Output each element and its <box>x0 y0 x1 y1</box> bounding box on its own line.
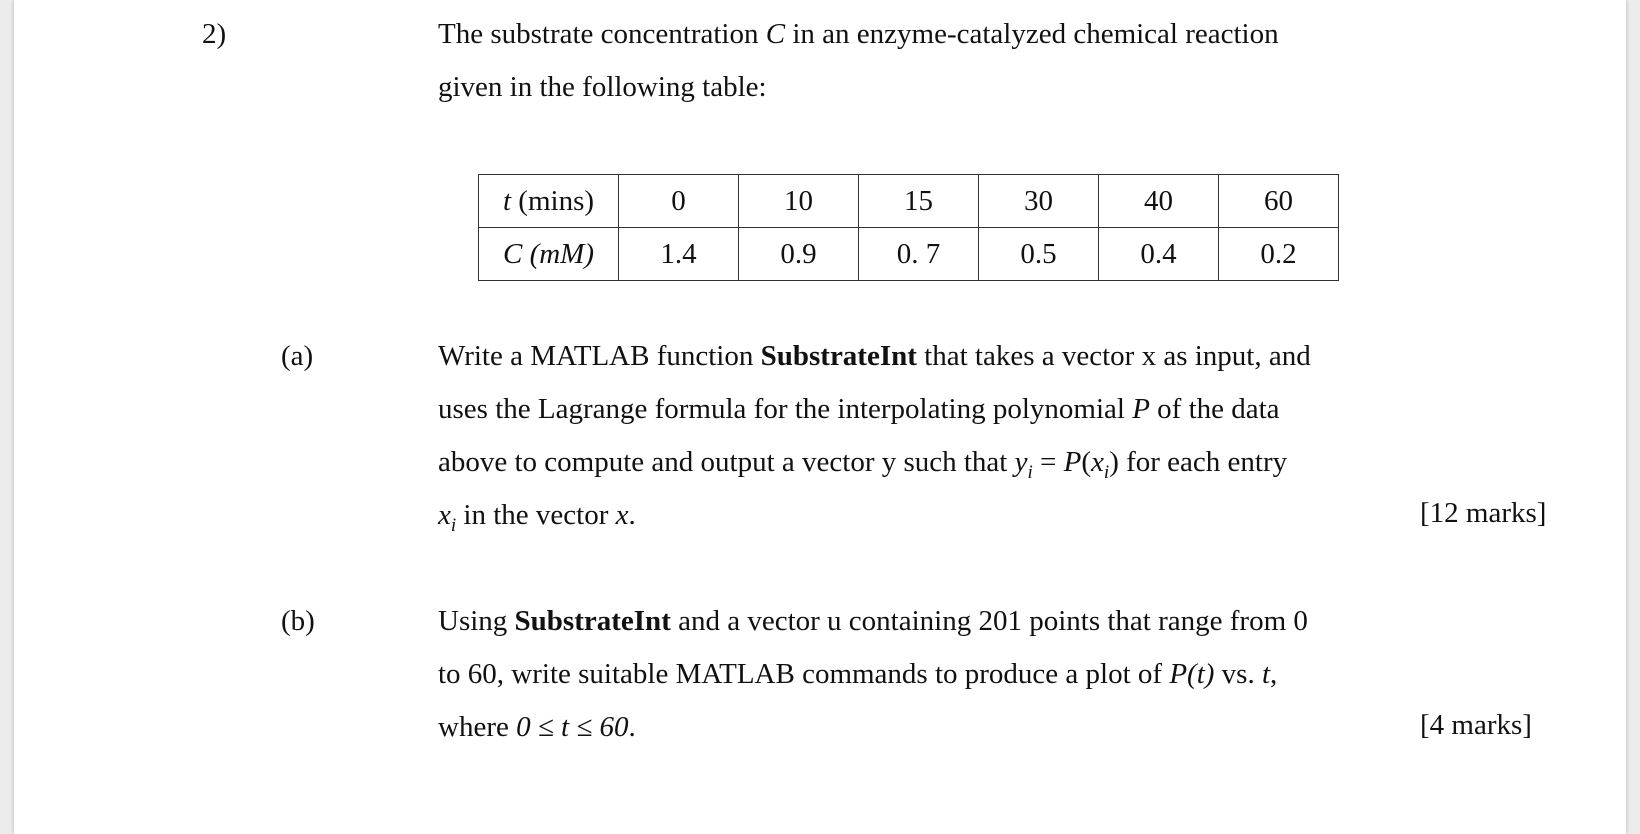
text: . <box>628 499 636 531</box>
subscript-i: i <box>1103 462 1110 483</box>
intro-text: The substrate concentration <box>438 18 766 50</box>
subscript-i: i <box>450 515 457 536</box>
var-c: C <box>765 18 786 50</box>
part-b-line-2 <box>438 648 1277 701</box>
part-b-line-1 <box>438 595 1308 648</box>
table-cell: 30 <box>979 175 1099 228</box>
row-header-c: C (mM) <box>479 228 619 281</box>
part-a-line-1 <box>438 330 1311 383</box>
text: that takes a vector x as input, and <box>916 340 1311 372</box>
part-b-label: (b) <box>281 605 315 637</box>
part-b-marks: [4 marks] <box>1420 709 1532 741</box>
document-page <box>14 0 1626 834</box>
text: above to compute and output a vector y such that <box>438 446 1015 478</box>
var-p: P <box>1063 446 1082 478</box>
equals: = <box>1032 446 1064 478</box>
part-a-line-3 <box>438 436 1287 492</box>
text: Write a MATLAB function <box>438 340 761 372</box>
var-p: P <box>1132 393 1150 425</box>
table-cell: 0.9 <box>739 228 859 281</box>
text: of the data <box>1149 393 1280 425</box>
text: for each entry <box>1118 446 1288 478</box>
part-a-marks: [12 marks] <box>1420 497 1547 529</box>
text: and a vector u containing 201 points that range from 0 <box>670 605 1308 637</box>
subscript-i: i <box>1027 462 1033 483</box>
var-x: x <box>438 499 451 531</box>
text: to 60, write suitable MATLAB commands to produce a plot of <box>438 658 1170 690</box>
table-cell: 60 <box>1219 175 1339 228</box>
text: , <box>1270 658 1278 690</box>
table-cell: 0. 7 <box>859 228 979 281</box>
text: Using <box>438 605 515 637</box>
intro-text: in an enzyme-catalyzed chemical reaction <box>785 18 1279 50</box>
math-p-of-t: P(t) <box>1169 658 1215 690</box>
var-t: t <box>502 184 512 217</box>
table-cell: 10 <box>739 175 859 228</box>
text: in the vector <box>456 499 616 531</box>
intro-line-2: given in the following table: <box>438 71 767 103</box>
math-range: 0 ≤ t ≤ 60 <box>516 711 629 743</box>
var-x: x <box>615 499 629 531</box>
data-table <box>478 174 1339 281</box>
function-name: SubstrateInt <box>760 340 917 372</box>
table-cell: 0 <box>619 175 739 228</box>
part-a-line-2 <box>438 383 1280 436</box>
question-number: 2) <box>202 18 227 50</box>
unit-mins: (mins) <box>511 184 595 217</box>
table-cell: 0.4 <box>1099 228 1219 281</box>
table-cell: 15 <box>859 175 979 228</box>
table-row-t <box>479 175 1339 228</box>
text: . <box>628 711 636 743</box>
part-a-label: (a) <box>281 340 314 372</box>
table-cell: 0.5 <box>979 228 1099 281</box>
var-x: x <box>1091 446 1104 478</box>
table-cell: 40 <box>1099 175 1219 228</box>
table-cell: 1.4 <box>619 228 739 281</box>
table-cell: 0.2 <box>1219 228 1339 281</box>
var-y: y <box>1014 446 1028 478</box>
function-name: SubstrateInt <box>514 605 671 637</box>
paren: ( <box>1081 446 1092 478</box>
text: where <box>438 711 517 743</box>
part-a-line-4 <box>438 489 636 545</box>
text: vs. <box>1214 658 1262 690</box>
paren: ) <box>1109 446 1119 478</box>
intro-line-1 <box>438 8 1279 61</box>
var-t: t <box>1261 658 1271 690</box>
row-header-t <box>479 175 619 228</box>
table-row-c <box>479 228 1339 281</box>
text: uses the Lagrange formula for the interpolating polynomial <box>438 393 1133 425</box>
part-b-line-3 <box>438 701 636 754</box>
